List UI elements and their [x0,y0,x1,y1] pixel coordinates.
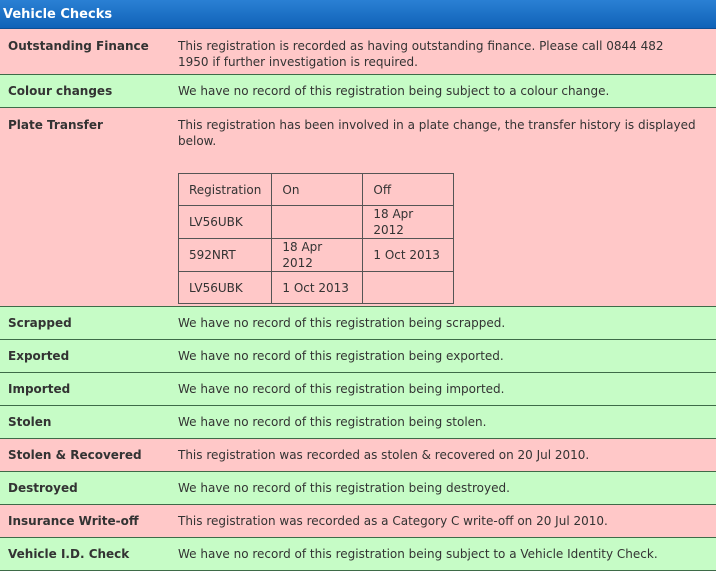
registration-cell: LV56UBK [179,206,272,239]
check-row-stolen-recovered [0,439,716,472]
check-result: This registration was recorded as stolen & recovered on 20 Jul 2010. [178,448,590,462]
table-row [179,206,454,239]
registration-cell: LV56UBK [179,272,272,304]
check-row-insurance-write-off [0,505,716,538]
table-row [179,239,454,272]
check-row-outstanding-finance [0,29,716,75]
check-result: This registration is recorded as having outstanding finance. Please call 0844 482 1950 if further investigation is required. [178,39,664,69]
off-date-cell [363,272,454,304]
check-row-plate-transfer [0,108,716,307]
check-result: We have no record of this registration being destroyed. [178,481,510,495]
check-result: We have no record of this registration being stolen. [178,415,487,429]
check-label: Colour changes [8,84,113,98]
check-row-vehicle-id-check [0,538,716,571]
on-date-cell [272,206,363,239]
check-label: Exported [8,349,70,363]
off-date-cell: 1 Oct 2013 [363,239,454,272]
check-row-stolen [0,406,716,439]
check-label: Stolen [8,415,52,429]
column-header-on: On [272,174,363,206]
on-date-cell: 1 Oct 2013 [272,272,363,304]
check-result [170,108,716,306]
registration-cell: 592NRT [179,239,272,272]
plate-transfer-text: This registration has been involved in a plate change, the transfer history is displayed below. [178,118,696,148]
check-label: Vehicle I.D. Check [8,547,130,561]
check-row-colour-changes [0,75,716,108]
check-label: Outstanding Finance [8,39,149,53]
check-label: Imported [8,382,71,396]
off-date-cell: 18 Apr 2012 [363,206,454,239]
column-header-off: Off [363,174,454,206]
panel-title: Vehicle Checks [0,0,716,29]
column-header-registration: Registration [179,174,272,206]
check-row-imported [0,373,716,406]
check-row-destroyed [0,472,716,505]
on-date-cell: 18 Apr 2012 [272,239,363,272]
check-result: We have no record of this registration being scrapped. [178,316,506,330]
check-label: Scrapped [8,316,72,330]
check-result: We have no record of this registration being subject to a Vehicle Identity Check. [178,547,658,561]
check-label: Plate Transfer [8,118,103,132]
check-result: We have no record of this registration being subject to a colour change. [178,84,610,98]
table-header-row [179,174,454,206]
check-row-scrapped [0,307,716,340]
table-row [179,272,454,304]
check-label: Destroyed [8,481,78,495]
check-result: We have no record of this registration being exported. [178,349,504,363]
check-row-exported [0,340,716,373]
check-label: Insurance Write-off [8,514,139,528]
check-label: Stolen & Recovered [8,448,142,462]
plate-transfer-table [178,173,454,304]
check-result: We have no record of this registration being imported. [178,382,505,396]
check-result: This registration was recorded as a Category C write-off on 20 Jul 2010. [178,514,608,528]
